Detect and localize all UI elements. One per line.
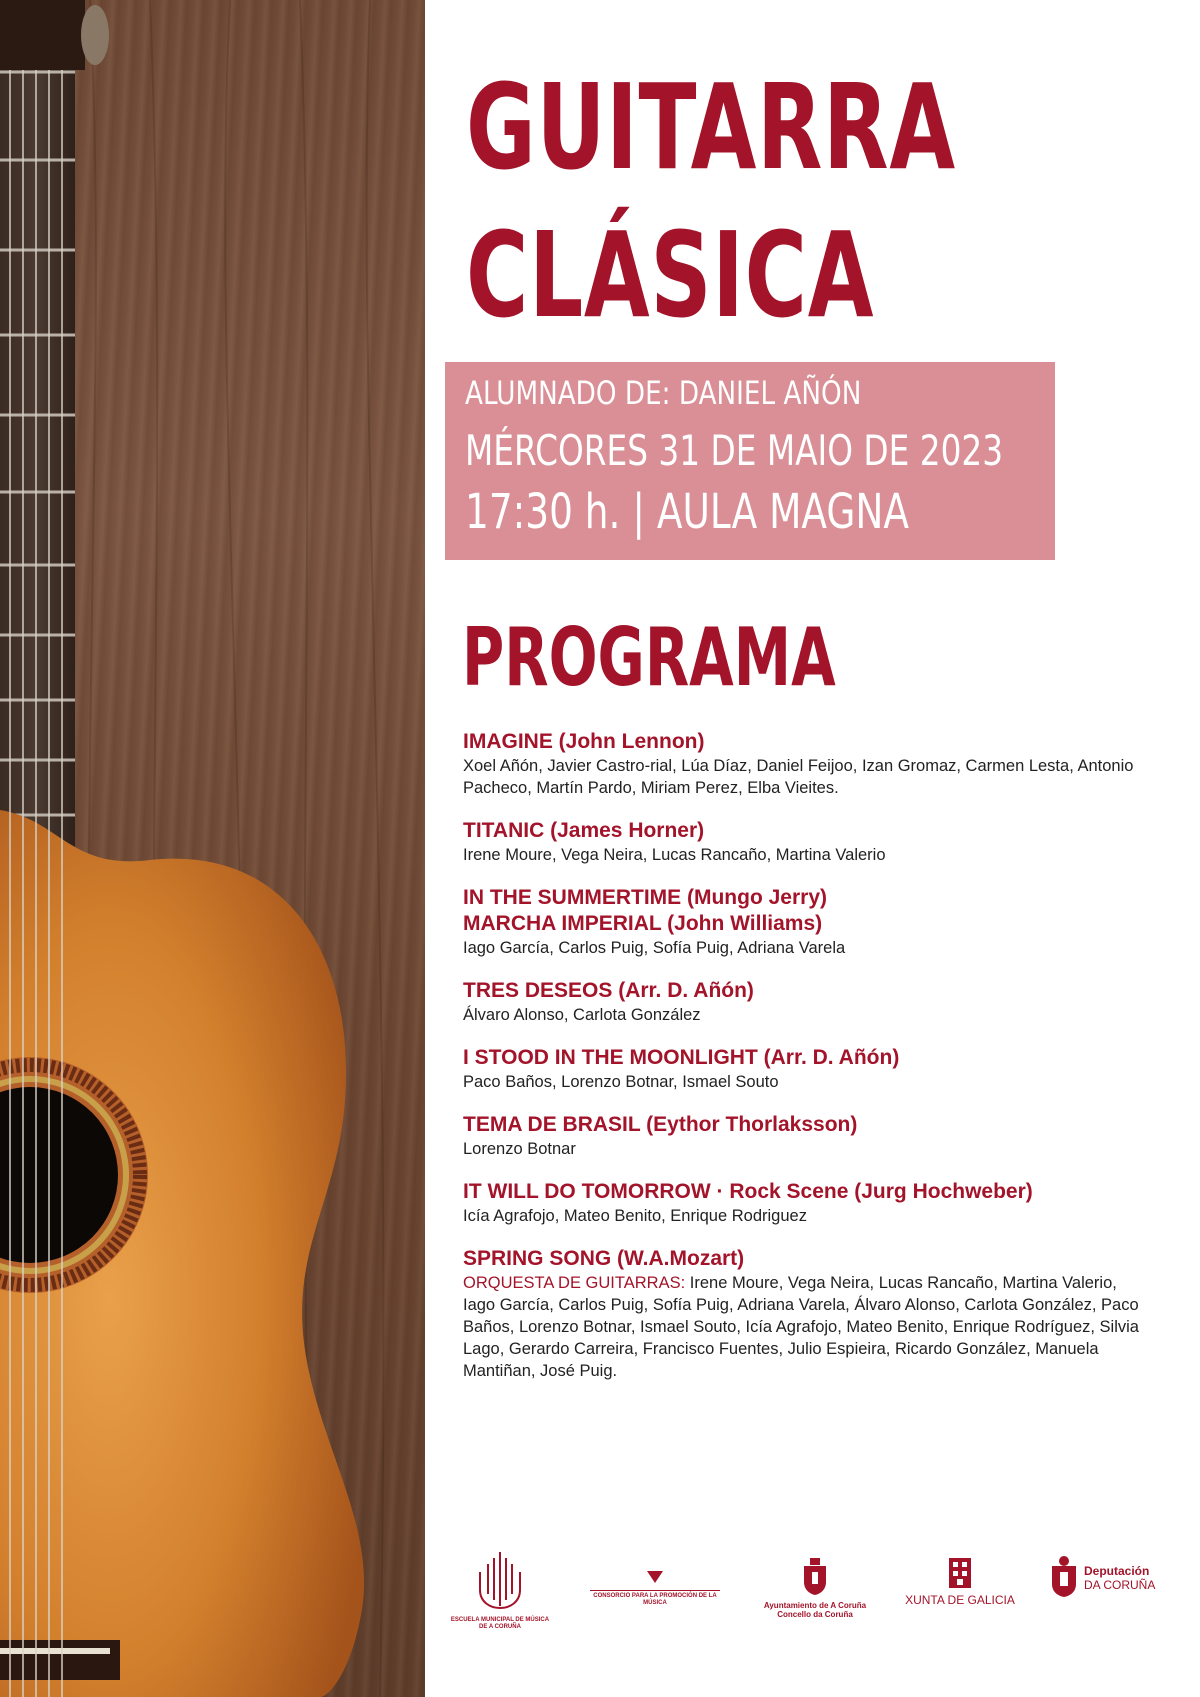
piece-performers-wrap bbox=[463, 1272, 1153, 1382]
xunta-emblem-icon bbox=[949, 1558, 971, 1588]
event-time-place: 17:30 h. | AULA MAGNA bbox=[465, 484, 909, 540]
escuela-text: ESCUELA MUNICIPAL DE MÚSICA DE A CORUÑA bbox=[450, 1617, 550, 1630]
xunta-text: XUNTA DE GALICIA bbox=[905, 1593, 1015, 1607]
hand-icon bbox=[470, 1550, 530, 1612]
event-date: MÉRCORES 31 DE MAIO DE 2023 bbox=[465, 426, 1004, 475]
deputacion-text-2: DA CORUÑA bbox=[1084, 1578, 1156, 1592]
guitar-illustration bbox=[0, 0, 425, 1697]
program-item bbox=[463, 818, 1153, 866]
program-item bbox=[463, 885, 1153, 959]
piece-performers: Paco Baños, Lorenzo Botnar, Ismael Souto bbox=[463, 1073, 779, 1091]
program-item bbox=[463, 1246, 1153, 1382]
program-item bbox=[463, 978, 1153, 1026]
guitar-photo bbox=[0, 0, 425, 1697]
piece-performers: Irene Moure, Vega Neira, Lucas Rancaño, Martina Valerio bbox=[463, 846, 886, 864]
consorcio-rule bbox=[590, 1590, 720, 1591]
title-line-2: CLÁSICA bbox=[466, 206, 875, 344]
piece-title-secondary: MARCHA IMPERIAL (John Williams) bbox=[463, 912, 823, 935]
xunta-logo bbox=[905, 1558, 1015, 1607]
piece-performers: Icía Agrafojo, Mateo Benito, Enrique Rodriguez bbox=[463, 1207, 807, 1225]
deputacion-logo bbox=[1050, 1556, 1160, 1598]
piece-title: TEMA DE BRASIL (Eythor Thorlaksson) bbox=[463, 1113, 858, 1136]
deputacion-text-1: Deputación bbox=[1084, 1564, 1150, 1578]
triangle-icon bbox=[647, 1571, 663, 1583]
escuela-logo bbox=[450, 1550, 550, 1631]
piece-performers: Álvaro Alonso, Carlota González bbox=[463, 1006, 701, 1024]
piece-performers: Lorenzo Botnar bbox=[463, 1140, 576, 1158]
piece-title: TRES DESEOS (Arr. D. Añón) bbox=[463, 979, 754, 1002]
title-line-1: GUITARRA bbox=[466, 58, 956, 196]
piece-performers: Irene Moure, Vega Neira, Lucas Rancaño, Martina Valerio, Iago García, Carlos Puig, Sofía Puig, Adriana Varela, Álvaro Alonso, Carlota González, Paco Baños, Lorenzo Botnar, Ismael Souto, Icía Agrafojo, Mateo Benito, Enrique Rodríguez, Silvia Lago, Gerardo Carreira, Francisco Fuentes, Julio Espieira, Ricardo González, Manuela Mantiñan, José Puig. bbox=[463, 1274, 1139, 1380]
piece-title: SPRING SONG (W.A.Mozart) bbox=[463, 1247, 745, 1270]
program-item bbox=[463, 1179, 1153, 1227]
orchestra-label: ORQUESTA DE GUITARRAS: bbox=[463, 1274, 686, 1292]
program-item bbox=[463, 1112, 1153, 1160]
program-heading: PROGRAMA bbox=[462, 611, 836, 704]
sponsor-logos bbox=[450, 1550, 1170, 1650]
piece-performers: Xoel Añón, Javier Castro-rial, Lúa Díaz, Daniel Feijoo, Izan Gromaz, Carmen Lesta, Antonio Pacheco, Martín Pardo, Miriam Perez, Elba Vieites. bbox=[463, 757, 1134, 797]
consorcio-logo bbox=[590, 1570, 720, 1607]
piece-title: TITANIC (James Horner) bbox=[463, 819, 705, 842]
piece-title: IN THE SUMMERTIME (Mungo Jerry) bbox=[463, 886, 828, 909]
consorcio-text: CONSORCIO PARA LA PROMOCIÓN DE LA MÚSICA bbox=[593, 1593, 717, 1606]
program-list bbox=[463, 729, 1153, 1401]
ayuntamiento-text-1: Ayuntamiento de A Coruña bbox=[763, 1601, 867, 1610]
deputacion-crest-icon bbox=[1050, 1556, 1078, 1598]
ayuntamiento-text-2: Concello da Coruña bbox=[777, 1610, 853, 1619]
piece-title: I STOOD IN THE MOONLIGHT (Arr. D. Añón) bbox=[463, 1046, 900, 1069]
piece-title: IMAGINE (John Lennon) bbox=[463, 730, 705, 753]
coat-of-arms-icon bbox=[800, 1558, 830, 1596]
event-info-box bbox=[445, 362, 1055, 560]
program-item bbox=[463, 729, 1153, 799]
students-label: ALUMNADO DE: DANIEL AÑÓN bbox=[465, 374, 862, 412]
piece-title: IT WILL DO TOMORROW · Rock Scene (Jurg Hochweber) bbox=[463, 1180, 1033, 1203]
piece-performers: Iago García, Carlos Puig, Sofía Puig, Adriana Varela bbox=[463, 939, 846, 957]
ayuntamiento-logo bbox=[750, 1558, 880, 1619]
program-item bbox=[463, 1045, 1153, 1093]
